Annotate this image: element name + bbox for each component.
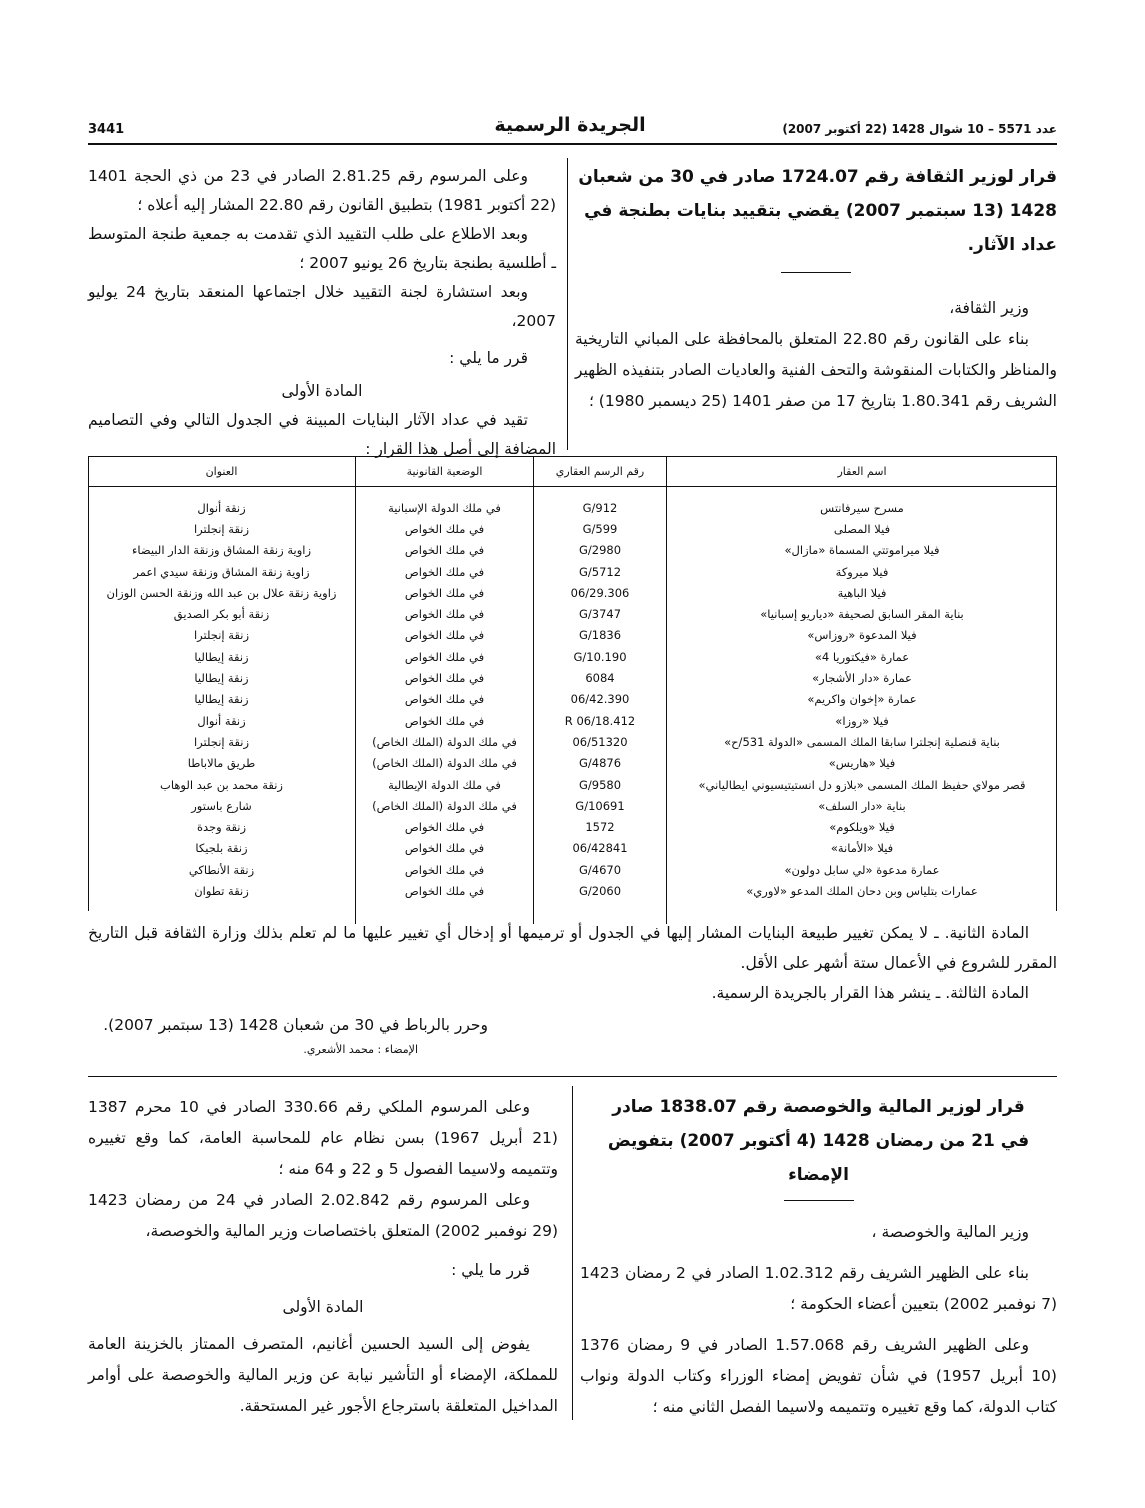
decision2-article1-text: يفوض إلى السيد الحسين أغانيم، المتصرف الممتاز بالخزينة العامة للمملكة، الإمضاء أو التأشير نيابة عن وزير المالية والخوصصة على أوامر المداخيل المتعلقة باسترجاع الأجور غير المستحقة.: [88, 1335, 558, 1415]
table-row: [88, 667, 1057, 688]
decision1-article2: المادة الثانية. ـ لا يمكن تغيير طبيعة البنايات المشار إليها في الجدول أو ترميمها أو إدخال أي تغيير عليها ما لم تعلم بذلك وزارة الثقافة قبل التاريخ المقرر للشروع في الأعمال ستة أشهر على الأقل.: [88, 924, 1057, 972]
table-row: [88, 561, 1057, 582]
gazette-title: الجريدة الرسمية: [494, 114, 646, 136]
cell-property-name: فيلا «هاريس»: [667, 753, 1058, 774]
cell-legal-status: في ملك الخواص: [356, 816, 534, 837]
cell-property-name: فيلا الباهية: [667, 582, 1058, 603]
table-row: [88, 816, 1057, 837]
column-divider: [567, 158, 568, 450]
cell-address: زنقة إنجلترا: [193, 628, 250, 643]
table-row: [88, 753, 1057, 774]
cell-address: زنقة إيطاليا: [194, 649, 249, 664]
cell-address: زنقة تطوان: [194, 883, 249, 898]
cell-legal-status: في ملك الخواص: [356, 518, 534, 539]
cell-address: زنقة أنوال: [197, 500, 246, 515]
cell-property-name: بناية المقر السابق لصحيفة «دياريو إسبانيا»: [667, 603, 1058, 624]
cell-land-title-number: 10691/G: [534, 795, 667, 816]
decision2-left-column: [88, 1092, 558, 1422]
cell-legal-status: في ملك الدولة (الملك الخاص): [356, 731, 534, 752]
decision1-left-column: [88, 162, 556, 464]
cell-property-name: فيلا المدعوة «روزاس»: [667, 625, 1058, 646]
cell-property-name: بناية قنصلية إنجلترا سابقا الملك المسمى «الدولة 531/ح»: [667, 731, 1058, 752]
table-row: [88, 603, 1057, 624]
table-row: [88, 880, 1057, 901]
decision2-minister: وزير المالية والخوصصة ،: [871, 1223, 1029, 1241]
table-row: [88, 795, 1057, 816]
table-row: [88, 710, 1057, 731]
cell-land-title-number: 599/G: [534, 518, 667, 539]
cell-land-title-number: 06/51320: [534, 731, 667, 752]
cell-address: زنقة إنجلترا: [193, 734, 250, 749]
decision2-decides: قرر ما يلي :: [451, 1261, 530, 1279]
cell-address: زاوية زنقة المشاق وزنقة سيدي اعمر: [133, 564, 310, 579]
table-row: [88, 646, 1057, 667]
column-divider-2: [572, 1086, 573, 1420]
cell-land-title-number: 06/42841: [534, 838, 667, 859]
cell-legal-status: في ملك الدولة الإسبانية: [356, 497, 534, 518]
decision1-para2: وعلى المرسوم رقم 2.81.25 الصادر في 23 من ذي الحجة 1401 (22 أكتوبر 1981) بتطبيق القانون رقم 22.80 المشار إليه أعلاه ؛: [88, 167, 556, 214]
cell-address: زاوية زنقة علال بن عبد الله وزنقة الحسن الوزان: [106, 585, 337, 600]
decision2-title: قرار لوزير المالية والخوصصة رقم 1838.07 صادر في 21 من رمضان 1428 (4 أكتوبر 2007) بتفويض الإمضاء: [607, 1097, 1030, 1185]
decision1-signoff: [88, 1010, 488, 1060]
cell-legal-status: في ملك الخواص: [356, 667, 534, 688]
cell-property-name: عمارة «إخوان واكريم»: [667, 689, 1058, 710]
title-rule: [781, 272, 851, 273]
decision1-article3: المادة الثالثة. ـ ينشر هذا القرار بالجريدة الرسمية.: [711, 984, 1029, 1002]
cell-legal-status: في ملك الدولة (الملك الخاص): [356, 753, 534, 774]
cell-land-title-number: 2980/G: [534, 540, 667, 561]
col-header-address: العنوان: [88, 456, 356, 487]
table-row: [88, 689, 1057, 710]
cell-land-title-number: 06/29.306: [534, 582, 667, 603]
cell-address: زنقة وجدة: [196, 820, 247, 835]
cell-land-title-number: 9580/G: [534, 774, 667, 795]
cell-land-title-number: 3747/G: [534, 603, 667, 624]
decision1-right-column: [575, 160, 1057, 417]
decision2-para2: وعلى الظهير الشريف رقم 1.57.068 الصادر في 9 رمضان 1376 (10 أبريل 1957) في شأن تفويض إمضاء الوزراء وكتاب الدولة ونواب كتاب الدولة، كما وقع تغييره وتتميمه ولاسيما الفصل الثاني منه ؛: [580, 1336, 1057, 1416]
cell-property-name: عمارة «دار الأشجار»: [667, 667, 1058, 688]
cell-property-name: عمارة «فيكتوريا 4»: [667, 646, 1058, 667]
cell-property-name: مسرح سيرفانتس: [667, 497, 1058, 518]
cell-property-name: فيلا «ويلكوم»: [667, 816, 1058, 837]
cell-legal-status: في ملك الخواص: [356, 582, 534, 603]
decision1-article1-title: المادة الأولى: [281, 382, 363, 400]
cell-property-name: فيلا «روزا»: [667, 710, 1058, 731]
cell-legal-status: في ملك الخواص: [356, 646, 534, 667]
cell-legal-status: في ملك الدولة الإيطالية: [356, 774, 534, 795]
cell-address: شارع باستور: [191, 798, 252, 813]
cell-address: زنقة أنوال: [197, 713, 246, 728]
decision1-closing: [88, 918, 1057, 1008]
table-row: [88, 859, 1057, 880]
decision1-article1-text: تقيد في عداد الآثار البنايات المبينة في الجدول التالي وفي التصاميم المضافة إلى أصل هذا القرار :: [88, 411, 556, 458]
cell-legal-status: في ملك الخواص: [356, 603, 534, 624]
decision2-para3: وعلى المرسوم الملكي رقم 330.66 الصادر في 10 محرم 1387 (21 أبريل 1967) بسن نظام عام للمحاسبة العامة، كما وقع تغييره وتتميمه ولاسيما الفصول 5 و 22 و 64 منه ؛: [88, 1098, 558, 1178]
col-header-title-number: رقم الرسم العقاري: [534, 456, 667, 487]
decision1-signature: الإمضاء : محمد الأشعري.: [303, 1043, 418, 1056]
cell-address: زنقة محمد بن عبد الوهاب: [160, 777, 283, 792]
cell-address: زنقة إيطاليا: [194, 671, 249, 686]
cell-land-title-number: 2060/G: [534, 880, 667, 901]
cell-legal-status: في ملك الدولة (الملك الخاص): [356, 795, 534, 816]
table-row: [88, 518, 1057, 539]
cell-land-title-number: 4876/G: [534, 753, 667, 774]
cell-property-name: قصر مولاي حفيظ الملك المسمى «بلازو دل انستيتيسيوني ايطالياني»: [667, 774, 1058, 795]
table-body: [88, 487, 1057, 924]
header-rule: [88, 143, 1057, 145]
table-row: [88, 731, 1057, 752]
decision2-para1: بناء على الظهير الشريف رقم 1.02.312 الصادر في 2 رمضان 1423 (7 نوفمبر 2002) بتعيين أعضاء الحكومة ؛: [580, 1264, 1057, 1313]
cell-land-title-number: 10.190/G: [534, 646, 667, 667]
table-row: [88, 838, 1057, 859]
table-row: [88, 625, 1057, 646]
decision1-minister: وزير الثقافة،: [949, 299, 1029, 317]
cell-address: زنقة الأنطاكي: [188, 862, 255, 877]
cell-legal-status: في ملك الخواص: [356, 540, 534, 561]
cell-land-title-number: 1836/G: [534, 625, 667, 646]
cell-legal-status: في ملك الخواص: [356, 625, 534, 646]
cell-legal-status: في ملك الخواص: [356, 838, 534, 859]
col-header-legal-status: الوضعية القانونية: [356, 456, 534, 487]
decision1-para3: وبعد الاطلاع على طلب التقييد الذي تقدمت به جمعية طنجة المتوسط ـ أطلسية بطنجة بتاريخ 26 يونيو 2007 ؛: [88, 225, 556, 272]
decision2-para4: وعلى المرسوم رقم 2.02.842 الصادر في 24 من رمضان 1423 (29 نوفمبر 2002) المتعلق باختصاصات وزير المالية والخوصصة،: [88, 1191, 558, 1240]
decision1-title: قرار لوزير الثقافة رقم 1724.07 صادر في 30 من شعبان 1428 (13 سبتمبر 2007) يقضي بتقييد بنايات بطنجة في عداد الآثار.: [578, 167, 1057, 255]
cell-land-title-number: 912/G: [534, 497, 667, 518]
cell-land-title-number: 5712/G: [534, 561, 667, 582]
cell-address: طريق مالاباطا: [187, 756, 256, 771]
cell-address: زنقة إنجلترا: [193, 521, 250, 536]
cell-land-title-number: 06/18.412 R: [534, 710, 667, 731]
cell-property-name: عمارات بتلياس وبن دحان الملك المدعو «لاوري»: [667, 880, 1058, 901]
decision1-para4: وبعد استشارة لجنة التقييد خلال اجتماعها المنعقد بتاريخ 24 يوليو 2007،: [88, 283, 556, 330]
decision1-decides: قرر ما يلي :: [449, 349, 528, 367]
cell-property-name: بناية «دار السلف»: [667, 795, 1058, 816]
cell-property-name: فيلا «الأمانة»: [667, 838, 1058, 859]
section-divider: [88, 1076, 1057, 1077]
cell-legal-status: في ملك الخواص: [356, 689, 534, 710]
cell-address: زنقة إيطاليا: [194, 692, 249, 707]
cell-legal-status: في ملك الخواص: [356, 859, 534, 880]
title-rule-2: [784, 1200, 854, 1201]
cell-property-name: فيلا ميروكة: [667, 561, 1058, 582]
cell-land-title-number: 1572: [534, 816, 667, 837]
table-header-row: [88, 456, 1057, 487]
decision1-para1: بناء على القانون رقم 22.80 المتعلق بالمحافظة على المباني التاريخية والمناظر والكتابات المنقوشة والتحف الفنية والعاديات الصادر بتنفيذه الظهير الشريف رقم 1.80.341 بتاريخ 17 من صفر 1401 (25 ديسمبر 1980) ؛: [575, 330, 1057, 410]
page-number: 3441: [88, 122, 125, 137]
col-header-name: اسم العقار: [667, 456, 1058, 487]
cell-legal-status: في ملك الخواص: [356, 561, 534, 582]
cell-land-title-number: 06/42.390: [534, 689, 667, 710]
cell-address: زنقة بلجيكا: [195, 841, 248, 856]
cell-legal-status: في ملك الخواص: [356, 880, 534, 901]
cell-property-name: عمارة مدعوة «لي سابل دولون»: [667, 859, 1058, 880]
issue-info: عدد 5571 – 10 شوال 1428 (22 أكتوبر 2007): [782, 122, 1057, 136]
cell-address: زنقة أبو بكر الصديق: [173, 607, 270, 622]
table-row: [88, 774, 1057, 795]
cell-address: زاوية زنقة المشاق وزنقة الدار البيضاء: [131, 543, 311, 558]
decision1-done-at: وحرر بالرباط في 30 من شعبان 1428 (13 سبتمبر 2007).: [103, 1016, 488, 1034]
cell-property-name: فيلا المصلى: [667, 518, 1058, 539]
decision2-article1-title: المادة الأولى: [282, 1298, 364, 1316]
table-row: [88, 497, 1057, 518]
monuments-table: [88, 456, 1057, 924]
cell-legal-status: في ملك الخواص: [356, 710, 534, 731]
cell-land-title-number: 6084: [534, 667, 667, 688]
cell-land-title-number: 4670/G: [534, 859, 667, 880]
table-row: [88, 582, 1057, 603]
table-row: [88, 540, 1057, 561]
decision2-right-column: [580, 1090, 1057, 1423]
cell-property-name: فيلا ميراموتتي المسماة «مازال»: [667, 540, 1058, 561]
